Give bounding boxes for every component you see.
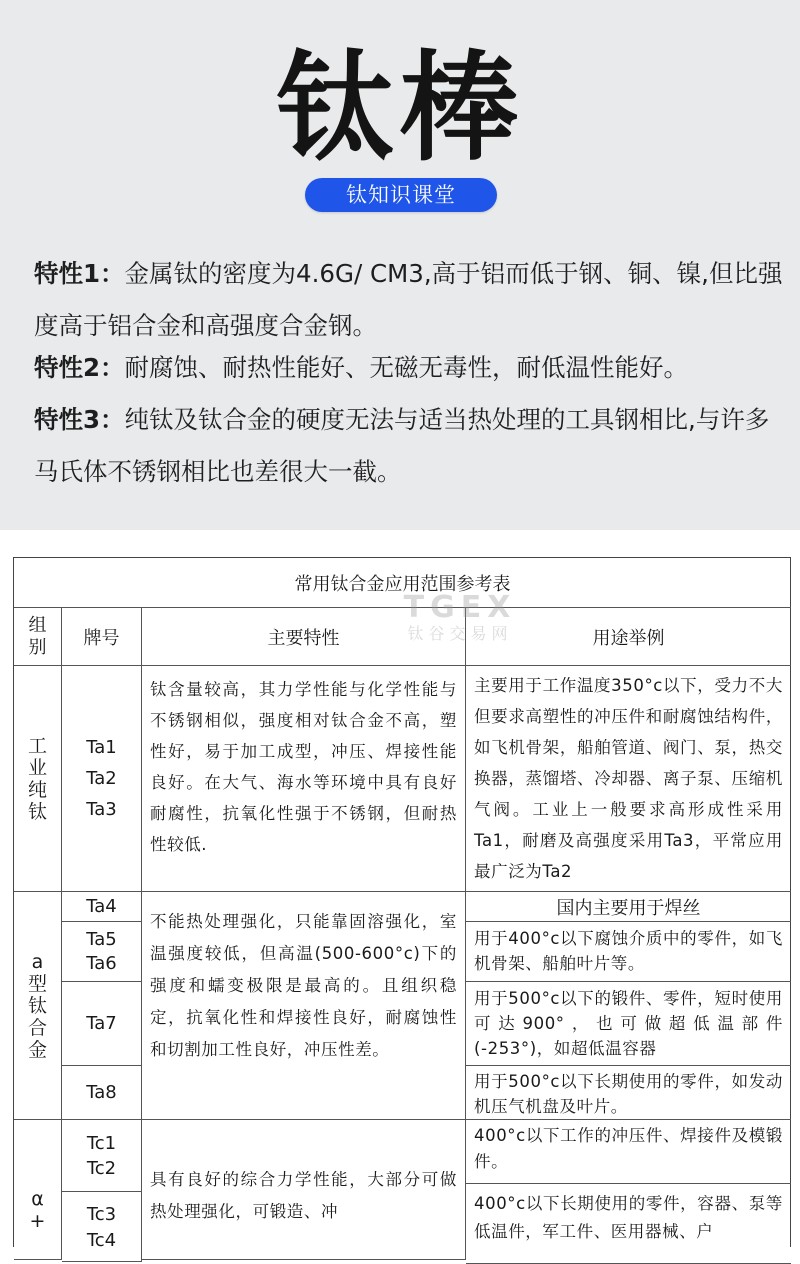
grade-label: Ta3	[86, 799, 117, 820]
property-2	[34, 342, 784, 394]
property-1-key: 特性1：	[34, 259, 125, 288]
usage-tc1-2: 400°c以下工作的冲压件、焊接件及模锻件。	[466, 1120, 791, 1184]
grade-cell-ta7	[62, 982, 142, 1066]
usage-ta7: 用于500°c以下的锻件、零件，短时使用可达900°，也可做超低温部件(-253°)，如超低温容器	[466, 982, 791, 1066]
usage-ta5-6: 用于400°c以下腐蚀介质中的零件，如飞机骨架、船舶叶片等。	[466, 922, 791, 982]
feature-alpha-alloy: 不能热处理强化，只能靠固溶强化，室温强度较低，但高温(500-600°c)下的强度和蠕变极限是最高的。且组织稳定，抗氧化性和焊接性良好，耐腐蚀性和切割加工性良好，冲压性差。	[142, 892, 466, 1120]
grade-label: Tc3	[86, 1204, 117, 1225]
group-pure-titanium	[14, 666, 62, 892]
grade-cell-tc3-4	[62, 1192, 142, 1262]
watermark-brand: TGEX	[403, 590, 517, 625]
knowledge-badge[interactable]: 钛知识课堂	[305, 178, 497, 212]
group-alpha-alloy	[14, 892, 62, 1120]
group1-char: 工	[27, 734, 47, 757]
grade-label: Tc2	[86, 1157, 117, 1179]
property-1	[34, 248, 784, 352]
property-1-text: 金属钛的密度为4.6G/ CM3,高于铝而低于钢、铜、镍,但比强度高于铝合金和高强度合金钢。	[34, 259, 783, 340]
property-2-key: 特性2：	[34, 353, 125, 382]
page-title: 钛棒	[275, 39, 524, 177]
header-grade: 牌号	[62, 608, 142, 666]
group2-char: 型	[27, 972, 47, 995]
group2-char: 金	[27, 1038, 47, 1061]
feature-pure-titanium: 钛含量较高，其力学性能与化学性能与不锈钢相似，强度相对钛合金不高，塑性好，易于加工成型，冲压、焊接性能良好。在大气、海水等环境中具有良好耐腐性，抗氧化性强于不锈钢，但耐热性较低.	[142, 666, 466, 892]
grade-label: Ta6	[86, 952, 117, 974]
group2-char: 合	[27, 1016, 47, 1039]
header-banner	[0, 0, 800, 530]
header-group	[14, 608, 62, 666]
group1-char: 业	[27, 756, 47, 779]
group1-char: 钛	[27, 800, 47, 823]
group1-char: 纯	[27, 778, 47, 801]
grade-cell-ta4	[62, 892, 142, 922]
grade-label: Ta5	[86, 928, 117, 950]
grade-cell-tc1-2	[62, 1120, 142, 1192]
grade-label: Ta7	[86, 1013, 117, 1034]
property-3	[34, 394, 784, 498]
grade-label: Ta4	[86, 896, 117, 917]
feature-alpha-beta-alloy: 具有良好的综合力学性能，大部分可做热处理强化，可锻造、冲	[142, 1120, 466, 1260]
table-title: 常用钛合金应用范围参考表	[14, 558, 791, 608]
usage-pure-titanium: 主要用于工作温度350°c以下，受力不大但要求高塑性的冲压件和耐腐蚀结构件，如飞机骨架，船舶管道、阀门、泵，热交换器，蒸馏塔、冷却器、离子泵、压缩机气阀。工业上一般要求高形成性采用Ta1，耐磨及高强度采用Ta3，平常应用最广泛为Ta2	[466, 666, 791, 892]
grade-cell-ta5-6	[62, 922, 142, 982]
grade-label: Ta2	[86, 768, 117, 789]
watermark-sub: 钛谷交易网	[407, 624, 513, 643]
grade-label: Ta1	[86, 737, 117, 758]
grade-cell-ta8	[62, 1066, 142, 1120]
property-2-text: 耐腐蚀、耐热性能好、无磁无毒性，耐低温性能好。	[124, 353, 689, 382]
usage-ta8: 用于500°c以下长期使用的零件，如发动机压气机盘及叶片。	[466, 1066, 791, 1120]
property-3-text: 纯钛及钛合金的硬度无法与适当热处理的工具钢相比,与许多马氏体不锈钢相比也差很大一截。	[34, 405, 770, 486]
header-feature: 主要特性	[142, 608, 466, 666]
group2-char: 钛	[27, 994, 47, 1017]
group2-char: a	[31, 950, 44, 973]
titanium-alloy-table	[13, 557, 791, 1251]
grade-label: Tc1	[86, 1132, 117, 1154]
usage-ta4: 国内主要用于焊丝	[466, 892, 791, 922]
header-group-text: 组别	[28, 614, 47, 658]
group3-char: α	[31, 1187, 44, 1210]
usage-tc3-4: 400°c以下长期使用的零件，容器、泵等低温件，军工件、医用器械、户	[466, 1184, 791, 1264]
grade-label: Ta8	[86, 1082, 117, 1103]
grade-cell-ta1-3	[62, 666, 142, 892]
property-3-key: 特性3：	[34, 405, 125, 434]
header-usage: 用途举例	[466, 608, 791, 666]
group-alpha-beta-alloy	[14, 1120, 62, 1260]
grade-label: Tc4	[86, 1230, 117, 1251]
group3-char: +	[29, 1209, 46, 1232]
